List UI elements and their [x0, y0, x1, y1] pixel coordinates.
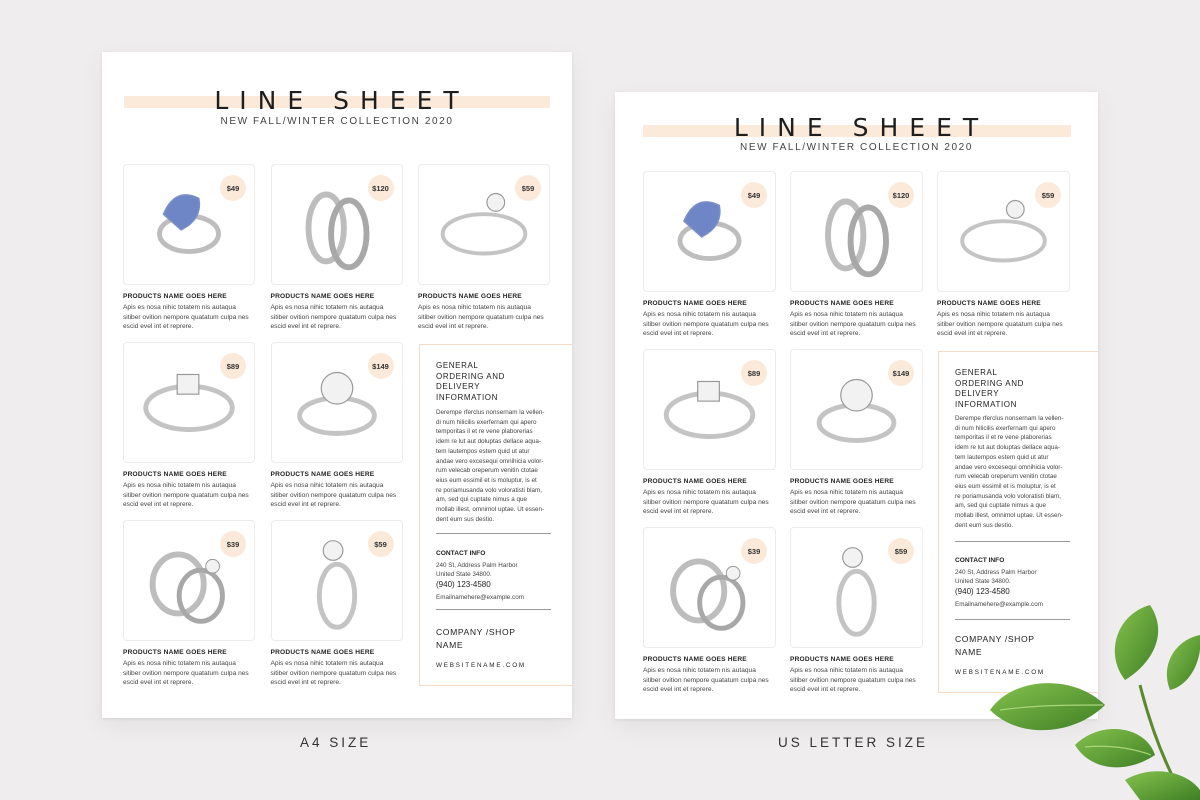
product-description: Apis es nosa nihic totatem nis autaqua sitiber ovition nempore quatatum culpa nes escid evel int et reprere. — [790, 311, 916, 337]
product-card — [123, 520, 255, 641]
product-name: PRODUCTS NAME GOES HERE — [123, 293, 227, 300]
product-description: Apis es nosa nihic totatem nis autaqua sitiber ovition nempore quatatum culpa nes escid evel int et reprere. — [790, 667, 916, 693]
price-badge: $59 — [368, 531, 394, 557]
product-card — [790, 527, 923, 648]
product-name: PRODUCTS NAME GOES HERE — [643, 656, 747, 663]
product-name: PRODUCTS NAME GOES HERE — [270, 471, 375, 478]
product-card — [937, 171, 1070, 292]
product-card — [418, 164, 550, 285]
price-badge: $149 — [368, 353, 394, 379]
product-name: PRODUCTS NAME GOES HERE — [123, 471, 227, 478]
product-description: Apis es nosa nihic totatem nis autaqua sitiber ovition nempore quatatum culpa nes escid evel int et reprere. — [270, 660, 397, 686]
contact-phone: (940) 123-4580 — [436, 580, 491, 589]
price-badge: $49 — [741, 182, 767, 208]
product-description: Apis es nosa nihic totatem nis autaqua sitiber ovition nempore quatatum culpa nes escid evel int et reprere. — [643, 667, 769, 693]
product-description: Apis es nosa nihic totatem nis autaqua sitiber ovition nempore quatatum culpa nes escid evel int et reprere. — [270, 482, 397, 508]
price-badge: $49 — [220, 175, 246, 201]
product-name: PRODUCTS NAME GOES HERE — [790, 478, 894, 485]
info-body: Derempe rferclus nonsernam la vellen- di num hilicilis exerfernam qui apero temporitas il et re vene plaborerias idem re lut aut doluptas dellace aqua- tem lautempos estem quid ut atur andae vero excesequi omnihicia volor- rum velecab oreperum venitin ctotae eius eum essimil et is moluptur, is et re poriamusanda volo voloratisti blam, am, sed qui cuptate nimus a que mollab illest, omnimol uptae. Ut essen- dent eum sus destio. — [955, 415, 1064, 529]
product-card — [790, 349, 923, 470]
product-description: Apis es nosa nihic totatem nis autaqua sitiber ovition nempore quatatum culpa nes escid evel int et reprere. — [123, 304, 249, 330]
contact-address: 240 St, Address Palm Harbor United State 34800. — [436, 562, 518, 578]
company-name: COMPANY /SHOP NAME — [436, 627, 516, 650]
price-badge: $89 — [741, 360, 767, 386]
info-body: Derempe rferclus nonsernam la vellen- di num hilicilis exerfernam qui apero temporitas il et re vene plaborerias idem re lut aut doluptas dellace aqua- tem lautempos estem quid ut atur andae vero excesequi omnihicia volor- rum velecab oreperum venitin ctotae eius eum essimil et is moluptur, is et re poriamusanda volo voloratisti blam, am, sed qui cuptate nimus a que mollab illest, omnimol uptae. Ut essen- dent eum sus destio. — [436, 409, 545, 523]
page-title: LINE SHEET — [214, 86, 470, 115]
product-card — [790, 171, 923, 292]
price-badge: $120 — [368, 175, 394, 201]
product-card — [271, 164, 403, 285]
product-description: Apis es nosa nihic totatem nis autaqua sitiber ovition nempore quatatum culpa nes escid evel int et reprere. — [270, 304, 397, 330]
product-card — [123, 342, 255, 463]
product-card — [643, 527, 776, 648]
product-name: PRODUCTS NAME GOES HERE — [270, 649, 375, 656]
plant-leaves-icon — [975, 595, 1200, 800]
product-description: Apis es nosa nihic totatem nis autaqua sitiber ovition nempore quatatum culpa nes escid evel int et reprere. — [123, 660, 249, 686]
price-badge: $59 — [515, 175, 541, 201]
contact-phone: (940) 123-4580 — [955, 587, 1010, 596]
contact-email: Emailnamehere@example.com — [955, 601, 1043, 608]
product-name: PRODUCTS NAME GOES HERE — [643, 478, 747, 485]
caption-a4: A4 SIZE — [300, 735, 372, 750]
price-badge: $59 — [1035, 182, 1061, 208]
price-badge: $39 — [220, 531, 246, 557]
product-name: PRODUCTS NAME GOES HERE — [790, 300, 894, 307]
page-subtitle: NEW FALL/WINTER COLLECTION 2020 — [220, 116, 454, 127]
price-badge: $149 — [888, 360, 914, 386]
product-card — [271, 342, 403, 463]
price-badge: $120 — [888, 182, 914, 208]
product-name: PRODUCTS NAME GOES HERE — [937, 300, 1041, 307]
product-description: Apis es nosa nihic totatem nis autaqua sitiber ovition nempore quatatum culpa nes escid evel int et reprere. — [123, 482, 249, 508]
a4-line-sheet — [102, 52, 572, 718]
contact-label: CONTACT INFO — [436, 550, 486, 557]
product-name: PRODUCTS NAME GOES HERE — [790, 656, 894, 663]
page-subtitle: NEW FALL/WINTER COLLECTION 2020 — [740, 142, 973, 153]
contact-address: 240 St, Address Palm Harbor United State 34800. — [955, 569, 1037, 585]
info-title: GENERAL ORDERING AND DELIVERY INFORMATION — [436, 361, 505, 402]
product-description: Apis es nosa nihic totatem nis autaqua sitiber ovition nempore quatatum culpa nes escid evel int et reprere. — [643, 489, 769, 515]
divider — [436, 533, 551, 534]
product-card — [643, 349, 776, 470]
company-name: COMPANY /SHOP NAME — [955, 634, 1035, 657]
product-card — [271, 520, 403, 641]
price-badge: $59 — [888, 538, 914, 564]
product-card — [123, 164, 255, 285]
price-badge: $39 — [741, 538, 767, 564]
product-description: Apis es nosa nihic totatem nis autaqua sitiber ovition nempore quatatum culpa nes escid evel int et reprere. — [418, 304, 544, 330]
product-name: PRODUCTS NAME GOES HERE — [643, 300, 747, 307]
caption-us-letter: US LETTER SIZE — [778, 735, 929, 750]
product-card — [643, 171, 776, 292]
contact-label: CONTACT INFO — [955, 557, 1005, 564]
divider — [436, 609, 551, 610]
page-title: LINE SHEET — [733, 113, 990, 142]
product-name: PRODUCTS NAME GOES HERE — [123, 649, 227, 656]
product-description: Apis es nosa nihic totatem nis autaqua sitiber ovition nempore quatatum culpa nes escid evel int et reprere. — [643, 311, 769, 337]
info-title: GENERAL ORDERING AND DELIVERY INFORMATION — [955, 368, 1024, 409]
product-name: PRODUCTS NAME GOES HERE — [418, 293, 522, 300]
contact-email: Emailnamehere@example.com — [436, 594, 524, 601]
product-description: Apis es nosa nihic totatem nis autaqua sitiber ovition nempore quatatum culpa nes escid evel int et reprere. — [790, 489, 916, 515]
divider — [955, 541, 1070, 542]
website-url: WEBSITENAME.COM — [436, 662, 526, 669]
website-url: WEBSITENAME.COM — [955, 669, 1045, 676]
info-panel — [419, 344, 572, 686]
product-description: Apis es nosa nihic totatem nis autaqua sitiber ovition nempore quatatum culpa nes escid evel int et reprere. — [937, 311, 1063, 337]
price-badge: $89 — [220, 353, 246, 379]
product-name: PRODUCTS NAME GOES HERE — [270, 293, 375, 300]
